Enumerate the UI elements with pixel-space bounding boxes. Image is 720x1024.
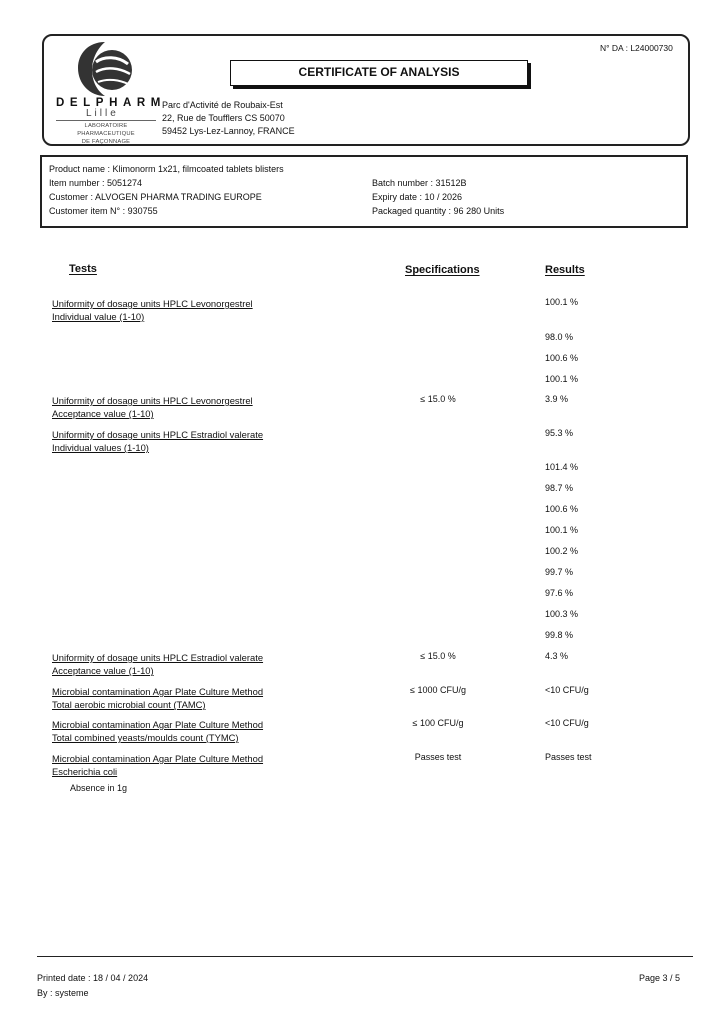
result-value: 99.7 % [545,567,574,577]
test-method: Uniformity of dosage units HPLC Estradiol valerate [52,652,264,663]
brand-city: Lille [86,108,119,119]
test-name [52,752,302,778]
test-method: Uniformity of dosage units HPLC Estradiol valerate [52,429,264,440]
specification-value: ≤ 15.0 % [420,651,456,661]
expiry-date: Expiry date : 10 / 2026 [372,192,463,202]
result-value: 98.0 % [545,332,574,342]
result-value: 100.1 % [545,374,579,384]
test-name [52,394,302,420]
test-name [52,651,302,677]
result-value: 100.6 % [545,504,579,514]
brand-name: DELPHARM [56,97,166,109]
test-parameter: Acceptance value (1-10) [52,408,154,419]
test-method: Microbial contamination Agar Plate Culture Method [52,686,264,697]
result-value: 95.3 % [545,428,574,438]
result-value: <10 CFU/g [545,685,589,695]
specification-value: ≤ 1000 CFU/g [410,685,466,695]
customer-item-number: Customer item N° : 930755 [49,206,158,216]
specification-value: Passes test [414,752,462,762]
test-parameter: Total aerobic microbial count (TAMC) [52,699,206,710]
specification-value: ≤ 15.0 % [420,394,456,404]
result-value: 100.1 % [545,297,579,307]
test-method: Uniformity of dosage units HPLC Levonorgestrel [52,395,253,406]
page-number: Page 3 / 5 [639,973,681,983]
result-value: 3.9 % [545,394,569,404]
delpharm-logo-icon [74,40,136,98]
result-value: 100.1 % [545,525,579,535]
specifications-column-header: Specifications [405,264,480,276]
test-name [52,297,302,323]
test-name [52,428,302,454]
address-line: 59452 Lys-Lez-Lannoy, FRANCE [162,126,295,136]
test-method: Uniformity of dosage units HPLC Levonorgestrel [52,298,253,309]
company-address [162,99,295,138]
result-value: <10 CFU/g [545,718,589,728]
test-parameter: Total combined yeasts/moulds count (TYMC) [52,732,239,743]
result-value: Passes test [545,752,592,762]
certificate-title: CERTIFICATE OF ANALYSIS [230,60,528,86]
address-line: 22, Rue de Toufflers CS 50070 [162,113,285,123]
customer: Customer : ALVOGEN PHARMA TRADING EUROPE [49,192,262,202]
lab-caption [56,120,156,146]
footer-divider [37,956,693,957]
specification-value: ≤ 100 CFU/g [412,718,464,728]
result-value: 97.6 % [545,588,574,598]
result-value: 100.3 % [545,609,579,619]
result-value: 98.7 % [545,483,574,493]
test-parameter: Acceptance value (1-10) [52,665,154,676]
tests-column-header: Tests [69,263,97,275]
batch-number: Batch number : 31512B [372,178,467,188]
product-name: Product name : Klimonorm 1x21, filmcoated tablets blisters [49,164,284,174]
test-name [52,718,302,744]
results-column-header: Results [545,264,585,276]
test-method: Microbial contamination Agar Plate Culture Method [52,719,264,730]
result-value: 100.2 % [545,546,579,556]
address-line: Parc d'Activité de Roubaix-Est [162,100,283,110]
result-value: 4.3 % [545,651,569,661]
document-number: N° DA : L24000730 [600,43,673,53]
item-number: Item number : 5051274 [49,178,143,188]
packaged-quantity: Packaged quantity : 96 280 Units [372,206,505,216]
test-parameter: Escherichia coli [52,766,118,777]
test-name [52,685,302,711]
test-parameter: Individual value (1-10) [52,311,145,322]
printed-by: By : systeme [37,988,89,998]
printed-date: Printed date : 18 / 04 / 2024 [37,973,149,983]
lab-caption-line2: DE FAÇONNAGE [81,139,131,145]
result-value: 99.8 % [545,630,574,640]
test-method: Microbial contamination Agar Plate Culture Method [52,753,264,764]
result-value: 101.4 % [545,462,579,472]
test-parameter: Individual values (1-10) [52,442,149,453]
result-value: 100.6 % [545,353,579,363]
lab-caption-line1: LABORATOIRE PHARMACEUTIQUE [56,120,156,138]
test-note: Absence in 1g [70,783,128,793]
